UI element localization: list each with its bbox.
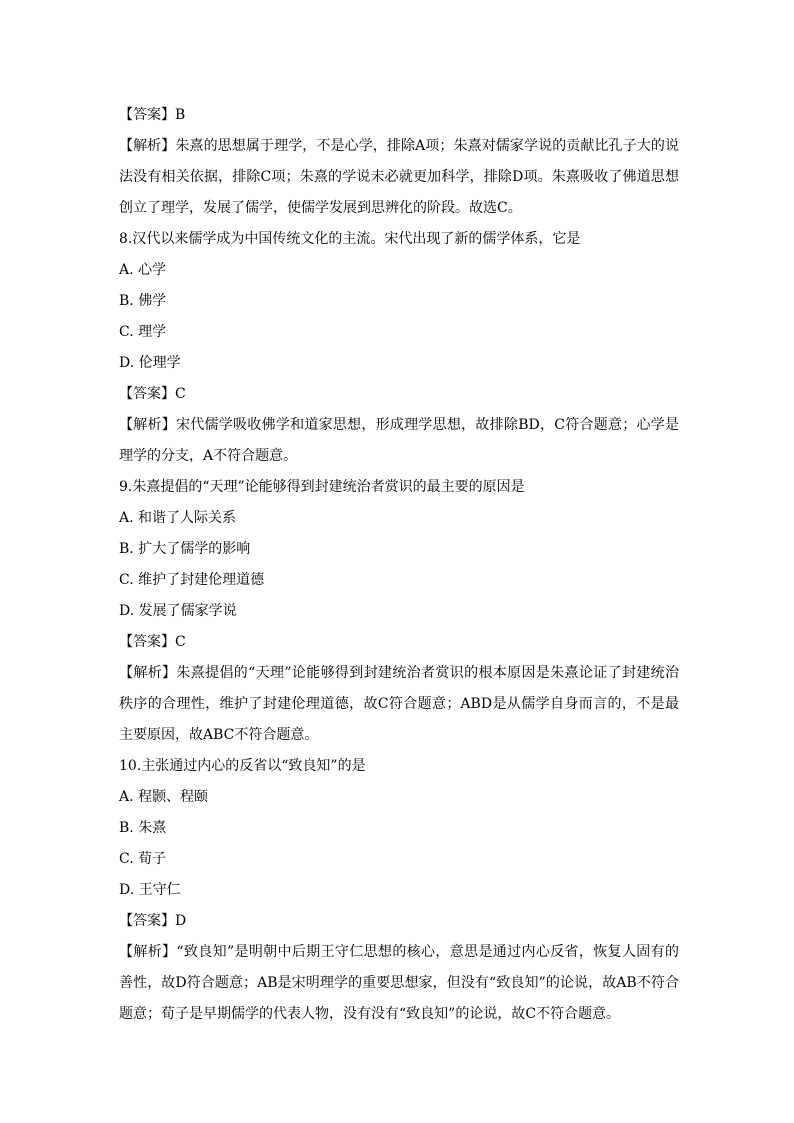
option-b: B. 朱熹 — [119, 820, 167, 836]
analysis-paragraph: 【解析】“致良知”是明朝中后期王守仁思想的核心，意思是通过内心反省，恢复人固有的善性，故D符合题意；AB是宋明理学的重要思想家，但没有“致良知”的论说，故AB不符合题意；荀子是早期儒学的代表人物，没有没有“致良知”的论说，故C不符合题意。 — [119, 944, 679, 1022]
question-10: 10.主张通过内心的反省以“致良知”的是 — [119, 758, 366, 774]
analysis-paragraph: 【解析】朱熹的思想属于理学，不是心学，排除A项；朱熹对儒家学说的贡献比孔子大的说法没有相关依据，排除C项；朱熹的学说未必就更加科学，排除D项。朱熹吸收了佛道思想创立了理学，发展了儒学，使儒学发展到思辨化的阶段。故选C。 — [119, 138, 679, 216]
question-8: 8.汉代以来儒学成为中国传统文化的主流。宋代出现了新的儒学体系，它是 — [119, 231, 581, 247]
option-b: B. 扩大了儒学的影响 — [119, 541, 251, 557]
document-body — [119, 100, 679, 1030]
option-c: C. 维护了封建伦理道德 — [119, 572, 265, 588]
analysis-paragraph: 【解析】朱熹提倡的“天理”论能够得到封建统治者赏识的根本原因是朱熹论证了封建统治秩序的合理性，维护了封建伦理道德，故C符合题意；ABD是从儒学自身而言的，不是最主要原因，故ABC不符合题意。 — [119, 665, 679, 743]
option-d: D. 发展了儒家学说 — [119, 603, 237, 619]
option-a: A. 和谐了人际关系 — [119, 510, 237, 526]
option-a: A. 心学 — [119, 262, 167, 278]
option-b: B. 佛学 — [119, 293, 167, 309]
analysis-paragraph: 【解析】宋代儒学吸收佛学和道家思想，形成理学思想，故排除BD，C符合题意；心学是理学的分支，A不符合题意。 — [119, 417, 679, 464]
answer-label: 【答案】C — [119, 634, 186, 650]
question-9: 9.朱熹提倡的“天理”论能够得到封建统治者赏识的最主要的原因是 — [119, 479, 525, 495]
option-d: D. 王守仁 — [119, 882, 181, 898]
option-c: C. 荀子 — [119, 851, 167, 867]
answer-label: 【答案】B — [119, 107, 186, 123]
answer-label: 【答案】C — [119, 386, 186, 402]
option-c: C. 理学 — [119, 324, 167, 340]
option-a: A. 程颢、程颐 — [119, 789, 209, 805]
answer-label: 【答案】D — [119, 913, 187, 929]
option-d: D. 伦理学 — [119, 355, 181, 371]
